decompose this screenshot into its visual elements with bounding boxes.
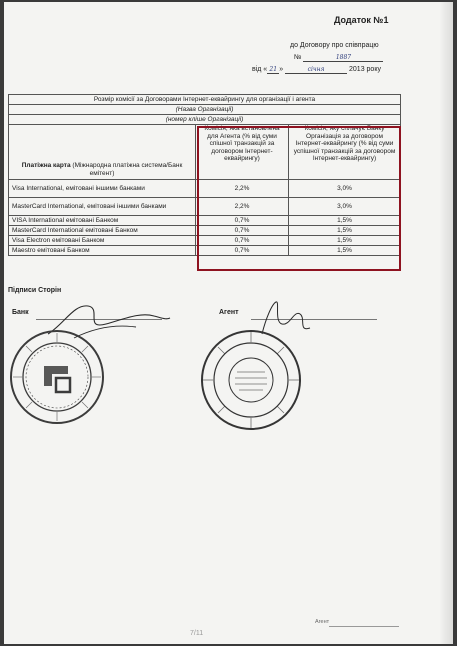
agent-commission: 0,7% [196,216,289,226]
card-name: Visa International, емітовані іншими банками [9,180,196,198]
footer-agent-label: Агент [315,619,330,625]
cliche-number: (номер кліше Організації) [9,115,401,125]
agent-commission: 0,7% [196,236,289,246]
table-title-row [9,95,401,105]
date-prefix: від « [252,66,268,73]
org-commission: 1,5% [289,226,401,236]
contract-date-line [252,66,381,74]
page-number: 7/11 [190,630,204,637]
agent-stamp [199,328,303,432]
org-commission: 1,5% [289,246,401,256]
appendix-title: Додаток №1 [334,15,389,25]
contract-number-line [294,54,383,62]
col-payment-card [9,125,196,180]
card-name: MasterCard International, емітовані іншими банками [9,198,196,216]
signatures-title: Підписи Сторін [8,287,62,294]
agent-commission: 2,2% [196,198,289,216]
document-page [4,2,453,644]
bank-label: Банк [12,309,29,316]
org-commission: 1,5% [289,236,401,246]
footer-agent-line [329,626,399,627]
card-name: Maestro емітовані Банком [9,246,196,256]
agent-commission: 0,7% [196,226,289,236]
org-commission: 3,0% [289,198,401,216]
agent-commission: 2,2% [196,180,289,198]
card-name: MasterCard International емітовані Банком [9,226,196,236]
agent-label: Агент [219,309,239,316]
number-prefix: № [294,54,302,61]
org-commission: 1,5% [289,216,401,226]
agent-commission: 0,7% [196,246,289,256]
contract-day: 21 [267,66,279,74]
col-org-commission: Комісія, яку сплачує Банку Організація за договором Інтернет-еквайрингу (% від суми успішної транзакцій за договором Інтернет-еквайрингу) [289,125,401,180]
date-day-close: » [279,66,284,73]
commission-highlight-box [197,126,401,271]
cliche-row [9,115,401,125]
bank-stamp [8,328,106,426]
org-commission: 3,0% [289,180,401,198]
col-payment-card-bold: Платіжна карта [21,162,71,169]
contract-reference: до Договору про співпрацю [290,42,379,49]
contract-year: 2013 року [349,66,381,73]
page-shadow [439,2,453,644]
org-name: (Назва Організації) [9,105,401,115]
contract-number: 1887 [303,54,383,62]
contract-month: січня [285,66,347,74]
col-payment-card-rest: (Міжнародна платіжна система/Банк емітент) [72,162,183,177]
org-name-row [9,105,401,115]
card-name: Visa Electron емітовані Банком [9,236,196,246]
table-title: Розмір комісії за Договорами Інтернет-еквайрингу для організації і агента [9,95,401,105]
card-name: VISA International емітовані Банком [9,216,196,226]
col-agent-commission: Комісія, яка встановлена для Агента (% від суми спішної транзакцій за договором Інтернет-еквайрингу) [196,125,289,180]
